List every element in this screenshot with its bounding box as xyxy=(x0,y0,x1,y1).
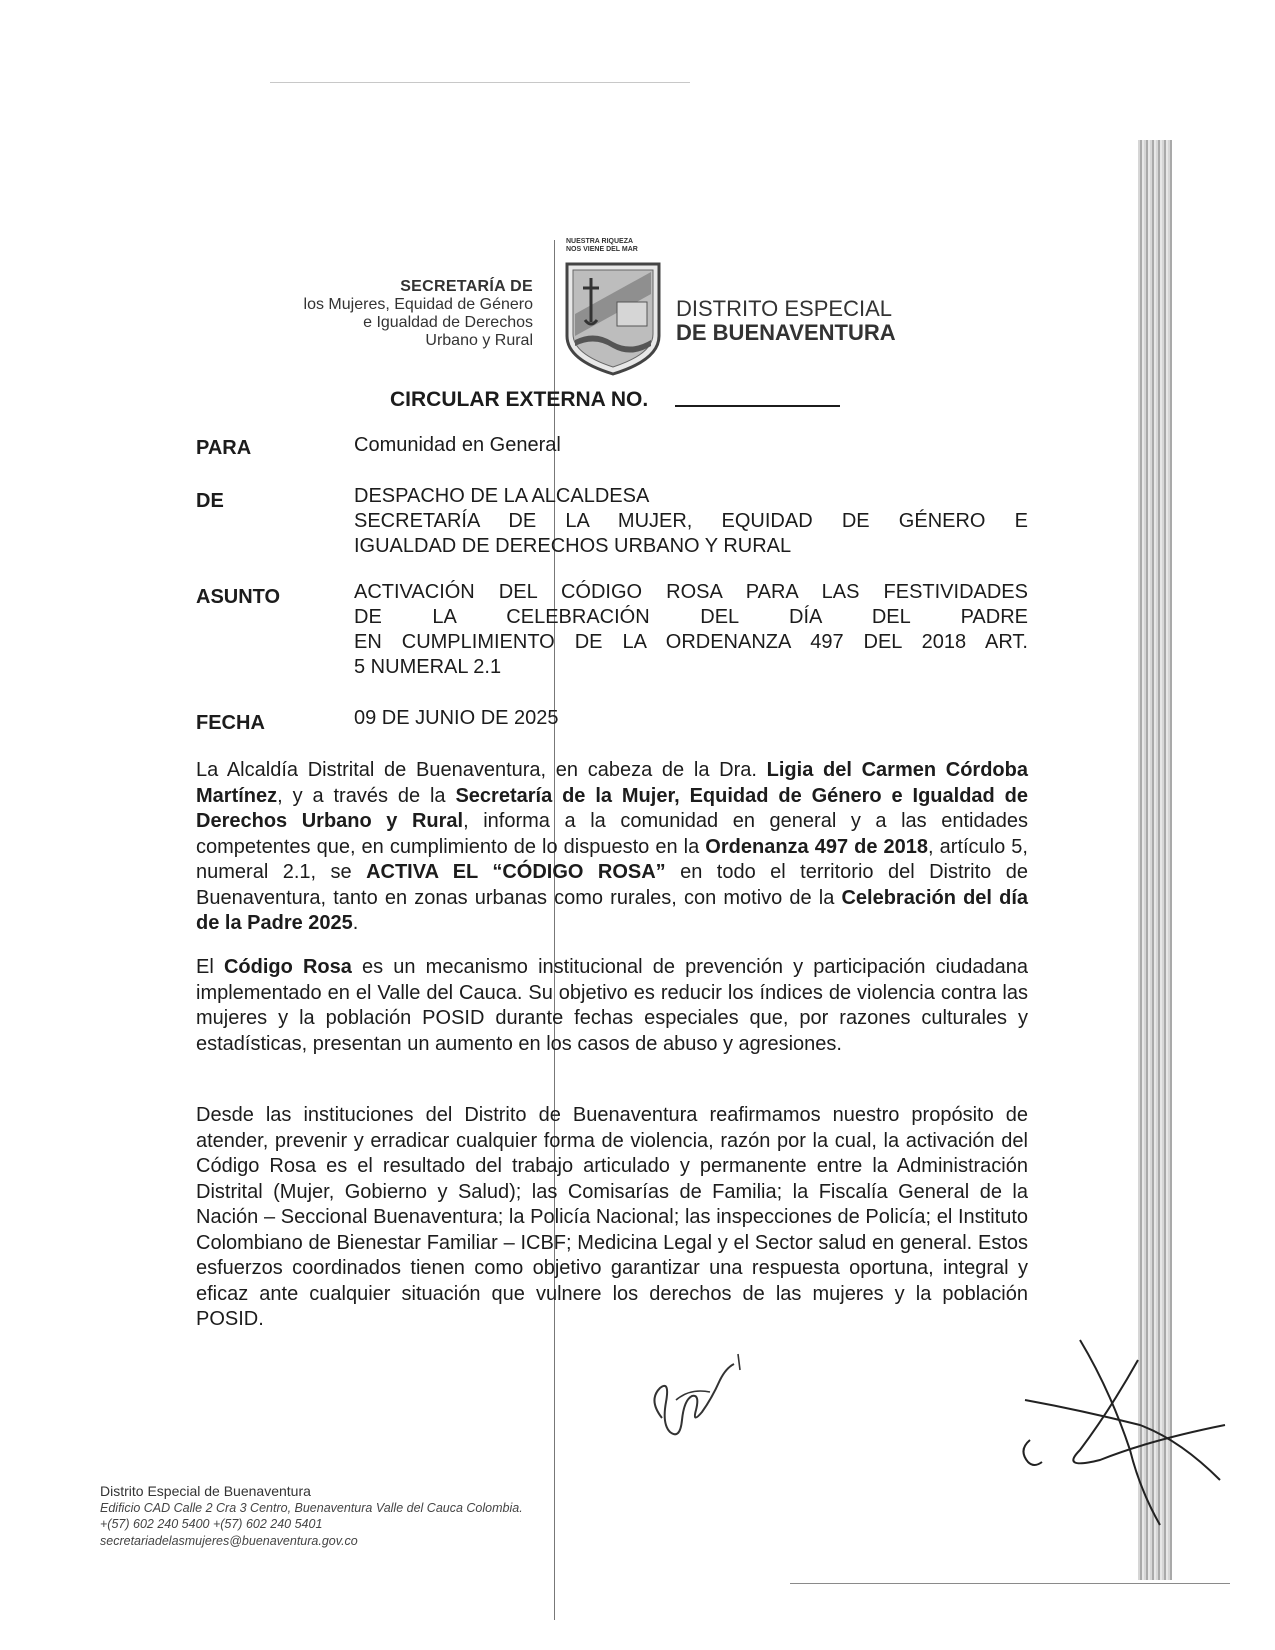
secretaria-line: los Mujeres, Equidad de Género xyxy=(303,296,533,313)
body-paragraph-3: Desde las instituciones del Distrito de Buenaventura reafirmamos nuestro propósito de atender, prevenir y erradicar cualquier forma de violencia, razón por la cual, la activación del Código Rosa es el resultado del trabajo articulado y permanente entre la Administración Distrital (Mujer, Gobierno y Salud); las Comisarías de Familia; la Fiscalía General de la Nación – Seccional Buenaventura; la Policía Nacional; las inspecciones de Policía; el Instituto Colombiano de Bienestar Familiar – ICBF; Medicina Legal y el Sector salud en general. Estos esfuerzos coordinados tienen como objetivo garantizar una respuesta oportuna, integral y eficaz ante cualquier situación que vulnere los derechos de las mujeres y la población POSID. xyxy=(196,1104,1028,1330)
de-line: IGUALDAD DE DERECHOS URBANO Y RURAL xyxy=(354,535,792,557)
de-line: SECRETARÍA DE LA MUJER, EQUIDAD DE GÉNERO E xyxy=(354,510,1028,532)
body-paragraph-2: El Código Rosa es un mecanismo institucional de prevención y participación ciudadana implementado en el Valle del Cauca. Su objetivo es reducir los índices de violencia contra las mujeres y la población POSID durante fechas especiales que, por razones culturales y estadísticas, presentan un aumento en los casos de abuso y agresiones. xyxy=(196,956,1028,1055)
asunto-line: DE LA CELEBRACIÓN DEL DÍA DEL PADRE xyxy=(354,606,1028,628)
footer-phones: +(57) 602 240 5400 +(57) 602 240 5401 xyxy=(100,1517,323,1531)
footer-email[interactable]: secretariadelasmujeres@buenaventura.gov.co xyxy=(100,1533,358,1548)
para-value: Comunidad en General xyxy=(354,434,561,456)
asunto-line: 5 NUMERAL 2.1 xyxy=(354,656,502,678)
crest-motto: NUESTRA RIQUEZA NOS VIENE DEL MAR xyxy=(566,238,638,253)
de-value xyxy=(354,484,1028,559)
fecha-label: FECHA xyxy=(196,712,265,734)
asunto-line: ACTIVACIÓN DEL CÓDIGO ROSA PARA LAS FESTIVIDADES xyxy=(354,581,1028,603)
scan-artifact-bottom xyxy=(790,1583,1230,1584)
secretaria-line: Urbano y Rural xyxy=(425,332,533,349)
district-name xyxy=(676,297,896,345)
scan-artifact-top xyxy=(270,82,690,83)
secretaria-title: SECRETARÍA DE xyxy=(400,278,533,295)
district-crest-logo xyxy=(561,244,665,376)
circular-number-blank xyxy=(675,405,840,407)
asunto-line: EN CUMPLIMIENTO DE LA ORDENANZA 497 DEL 2018 ART. xyxy=(354,631,1028,653)
district-line-1: DISTRITO ESPECIAL xyxy=(676,296,892,321)
handwritten-signature xyxy=(640,1340,760,1450)
de-label: DE xyxy=(196,490,224,512)
secretaria-letterhead xyxy=(304,278,533,350)
fecha-value: 09 DE JUNIO DE 2025 xyxy=(354,707,559,729)
footer-address: Edificio CAD Calle 2 Cra 3 Centro, Buenaventura Valle del Cauca Colombia. xyxy=(100,1500,523,1515)
footer-contact xyxy=(100,1483,523,1549)
footer-name: Distrito Especial de Buenaventura xyxy=(100,1483,311,1499)
secretaria-line: e Igualdad de Derechos xyxy=(363,314,533,331)
asunto-value xyxy=(354,580,1028,680)
handwritten-mark xyxy=(1020,1330,1230,1530)
body-paragraph-1: La Alcaldía Distrital de Buenaventura, en cabeza de la Dra. Ligia del Carmen Córdoba Martínez, y a través de la Secretaría de la Mujer, Equidad de Género e Igualdad de Derechos Urbano y Rural, informa a la comunidad en general y a las entidades competentes que, en cumplimiento de lo dispuesto en la Ordenanza 497 de 2018, artículo 5, numeral 2.1, se ACTIVA EL “CÓDIGO ROSA” en todo el territorio del Distrito de Buenaventura, tanto en zonas urbanas como rurales, con motivo de la Celebración del día de la Padre 2025. xyxy=(196,759,1029,934)
district-line-2: DE BUENAVENTURA xyxy=(676,320,896,345)
para-label: PARA xyxy=(196,437,252,459)
de-line: DESPACHO DE LA ALCALDESA xyxy=(354,485,650,507)
asunto-label: ASUNTO xyxy=(196,586,281,608)
circular-title: CIRCULAR EXTERNA NO. xyxy=(390,388,649,411)
